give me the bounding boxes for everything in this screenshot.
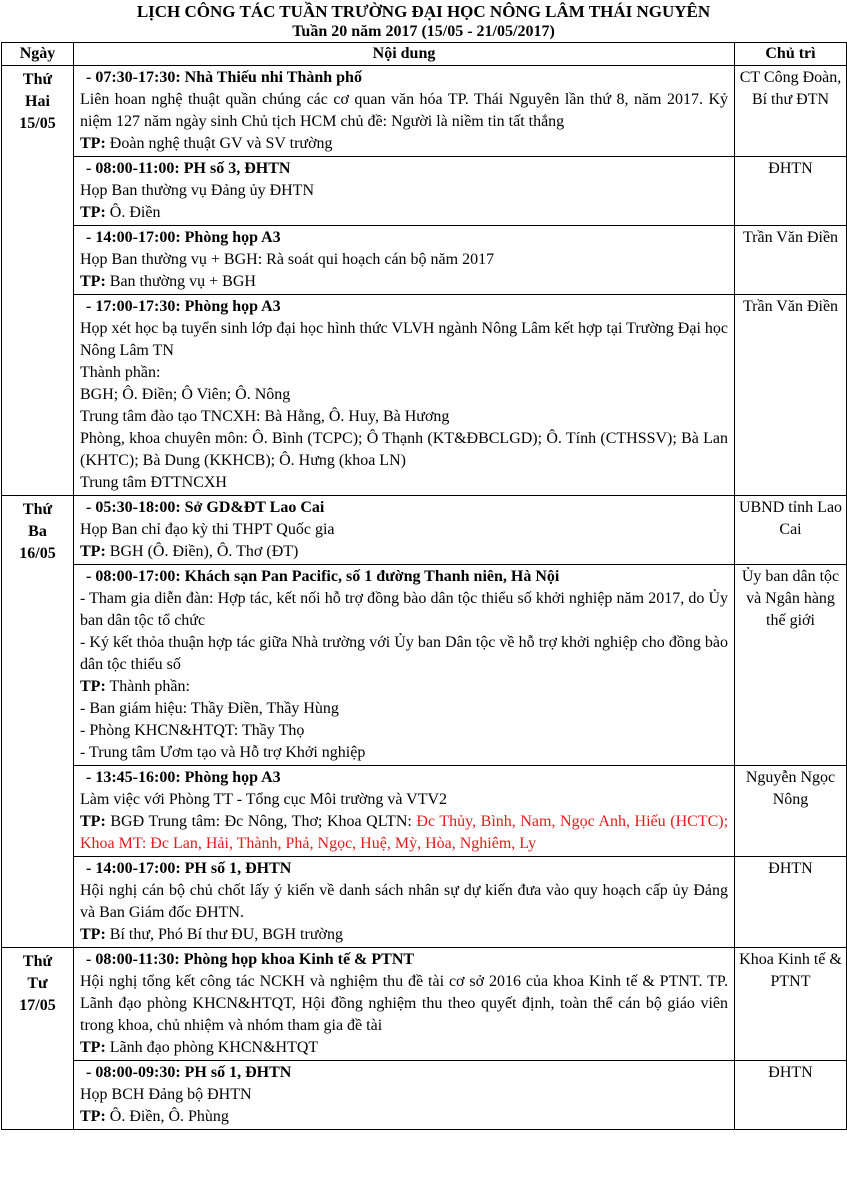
event-line: - Ban giám hiệu: Thầy Điền, Thầy Hùng <box>80 700 339 717</box>
column-header-host: Chủ trì <box>735 43 847 66</box>
schedule-table <box>1 42 847 1130</box>
day-cell <box>2 948 74 1130</box>
event-line: - Tham gia diễn đàn: Hợp tác, kết nối hỗ trợ đồng bào dân tộc thiểu số khởi nghiệp năm 2017, do Ủy ban dân tộc tổ chức <box>80 590 728 629</box>
table-row <box>2 1061 847 1130</box>
participants-label: TP: <box>80 678 106 695</box>
event-host: Trần Văn Điền <box>735 226 847 295</box>
column-header-day: Ngày <box>2 43 74 66</box>
participants-label: TP: <box>80 1108 106 1125</box>
event-line: - Phòng KHCN&HTQT: Thầy Thọ <box>80 722 305 739</box>
event-content <box>74 948 735 1061</box>
event-line: Thành phần: <box>80 364 161 381</box>
event-content <box>74 565 735 766</box>
event-line: BGH; Ô. Điền; Ô Viên; Ô. Nông <box>80 386 291 403</box>
event-content <box>74 66 735 157</box>
day-label: Thứ <box>22 953 53 970</box>
event-description: Liên hoan nghệ thuật quần chúng các cơ quan văn hóa TP. Thái Nguyên lần thứ 8, năm 2017. Kỷ niệm 127 năm ngày sinh Chủ tịch HCM chủ đề: Người là niềm tin tất thắng <box>80 91 728 130</box>
event-content <box>74 857 735 948</box>
day-name: Ba <box>28 523 47 540</box>
participants: Đoàn nghệ thuật GV và SV trường <box>109 135 333 152</box>
event-content <box>74 226 735 295</box>
participants: Ô. Điền, Ô. Phùng <box>109 1108 229 1125</box>
event-content <box>74 295 735 496</box>
event-heading: - 14:00-17:00: Phòng họp A3 <box>86 229 281 246</box>
event-host: Khoa Kinh tế & PTNT <box>735 948 847 1061</box>
day-name: Tư <box>27 975 48 992</box>
table-row <box>2 295 847 496</box>
participants-label: TP: <box>80 204 106 221</box>
event-host: ĐHTN <box>735 157 847 226</box>
event-heading: - 05:30-18:00: Sở GD&ĐT Lao Cai <box>86 499 325 516</box>
event-content <box>74 157 735 226</box>
participants-label: TP: <box>80 135 106 152</box>
event-host: UBND tỉnh Lao Cai <box>735 496 847 565</box>
event-content <box>74 766 735 857</box>
participants: Thành phần: <box>109 678 190 695</box>
event-heading: - 08:00-09:30: PH số 1, ĐHTN <box>86 1064 292 1081</box>
participants: BGH (Ô. Điền), Ô. Thơ (ĐT) <box>109 543 299 560</box>
participants: Lãnh đạo phòng KHCN&HTQT <box>109 1039 319 1056</box>
event-line: Trung tâm đào tạo TNCXH: Bà Hằng, Ô. Huy, Bà Hương <box>80 408 450 425</box>
event-line: - Trung tâm Ươm tạo và Hỗ trợ Khởi nghiệp <box>80 744 366 761</box>
event-heading: - 07:30-17:30: Nhà Thiếu nhi Thành phố <box>86 69 362 86</box>
event-description: Hội nghị cán bộ chủ chốt lấy ý kiến về danh sách nhân sự dự kiến đưa vào quy hoạch cấp ủy Đảng và Ban Giám đốc ĐHTN. <box>80 882 728 921</box>
event-description: Họp xét học bạ tuyển sinh lớp đại học hình thức VLVH ngành Nông Lâm kết hợp tại Trường Đại học Nông Lâm TN <box>80 320 728 359</box>
event-description: Họp BCH Đảng bộ ĐHTN <box>80 1086 252 1103</box>
event-line: Phòng, khoa chuyên môn: Ô. Bình (TCPC); Ô Thạnh (KT&ĐBCLGD); Ô. Tính (CTHSSV); Bà Lan (KHTC); Bà Dung (KKHCB); Ô. Hưng (khoa LN) <box>80 430 728 469</box>
table-row <box>2 565 847 766</box>
week-range: Tuần 20 năm 2017 (15/05 - 21/05/2017) <box>292 23 555 40</box>
table-header-row <box>2 43 847 66</box>
table-row <box>2 157 847 226</box>
participants: Bí thư, Phó Bí thư ĐU, BGH trường <box>109 926 343 943</box>
event-content <box>74 1061 735 1130</box>
table-row <box>2 948 847 1061</box>
event-description: Họp Ban thường vụ + BGH: Rà soát qui hoạch cán bộ năm 2017 <box>80 251 495 268</box>
participants: Ban thường vụ + BGH <box>109 273 256 290</box>
event-heading: - 17:00-17:30: Phòng họp A3 <box>86 298 281 315</box>
day-cell <box>2 496 74 948</box>
participants-highlight: Đc Thủy, Bình, Nam, Ngọc Anh, Hiếu (HCTC); Khoa MT: Đc Lan, Hải, Thành, Phả, Ngọc, Huệ, Mỳ, Hòa, Nghiêm, Ly <box>80 813 729 852</box>
day-date: 17/05 <box>19 997 56 1014</box>
event-host: CT Công Đoàn, Bí thư ĐTN <box>735 66 847 157</box>
participants: Ô. Điền <box>109 204 161 221</box>
day-name: Hai <box>25 93 50 110</box>
day-date: 16/05 <box>19 545 56 562</box>
table-row <box>2 857 847 948</box>
event-heading: - 14:00-17:00: PH số 1, ĐHTN <box>86 860 292 877</box>
event-content <box>74 496 735 565</box>
participants-label: TP: <box>80 543 106 560</box>
day-label: Thứ <box>22 501 53 518</box>
table-row <box>2 66 847 157</box>
participants-label: TP: <box>80 926 106 943</box>
event-description: Hội nghị tổng kết công tác NCKH và nghiệm thu đề tài cơ sở 2016 của khoa Kinh tế & PTNT. TP. Lãnh đạo phòng KHCN&HTQT, Hội đồng nghiệm thu theo quyết định, toàn thể cán bộ giáo viên trong khoa, chủ nhiệm và nhóm tham gia đề tài <box>80 973 728 1034</box>
event-host: Nguyễn Ngọc Nông <box>735 766 847 857</box>
event-host: Trần Văn Điền <box>735 295 847 496</box>
event-line: Trung tâm ĐTTNCXH <box>80 474 227 491</box>
event-description: Làm việc với Phòng TT - Tổng cục Môi trường và VTV2 <box>80 791 448 808</box>
event-heading: - 08:00-17:00: Khách sạn Pan Pacific, số 1 đường Thanh niên, Hà Nội <box>86 568 560 585</box>
event-host: Ủy ban dân tộc và Ngân hàng thế giới <box>735 565 847 766</box>
page-title: LỊCH CÔNG TÁC TUẦN TRƯỜNG ĐẠI HỌC NÔNG LÂM THÁI NGUYÊN <box>136 2 711 21</box>
column-header-content: Nội dung <box>74 43 735 66</box>
participants-label: TP: <box>80 273 106 290</box>
event-host: ĐHTN <box>735 1061 847 1130</box>
event-heading: - 13:45-16:00: Phòng họp A3 <box>86 769 281 786</box>
participants: BGĐ Trung tâm: Đc Nông, Thơ; Khoa QLTN: <box>110 813 417 830</box>
day-cell <box>2 66 74 496</box>
day-date: 15/05 <box>19 115 56 132</box>
event-description: Họp Ban thường vụ Đảng ủy ĐHTN <box>80 182 314 199</box>
table-row <box>2 226 847 295</box>
event-heading: - 08:00-11:30: Phòng họp khoa Kinh tế & PTNT <box>86 951 415 968</box>
schedule-header <box>0 0 847 41</box>
participants-label: TP: <box>80 1039 106 1056</box>
event-host: ĐHTN <box>735 857 847 948</box>
event-line: - Ký kết thỏa thuận hợp tác giữa Nhà trường với Ủy ban Dân tộc về hỗ trợ khởi nghiệp cho đồng bào dân tộc thiểu số <box>80 634 728 673</box>
table-row <box>2 496 847 565</box>
event-description: Họp Ban chỉ đạo kỳ thi THPT Quốc gia <box>80 521 335 538</box>
table-row <box>2 766 847 857</box>
event-heading: - 08:00-11:00: PH số 3, ĐHTN <box>86 160 291 177</box>
participants-label: TP: <box>80 813 106 830</box>
day-label: Thứ <box>22 71 53 88</box>
